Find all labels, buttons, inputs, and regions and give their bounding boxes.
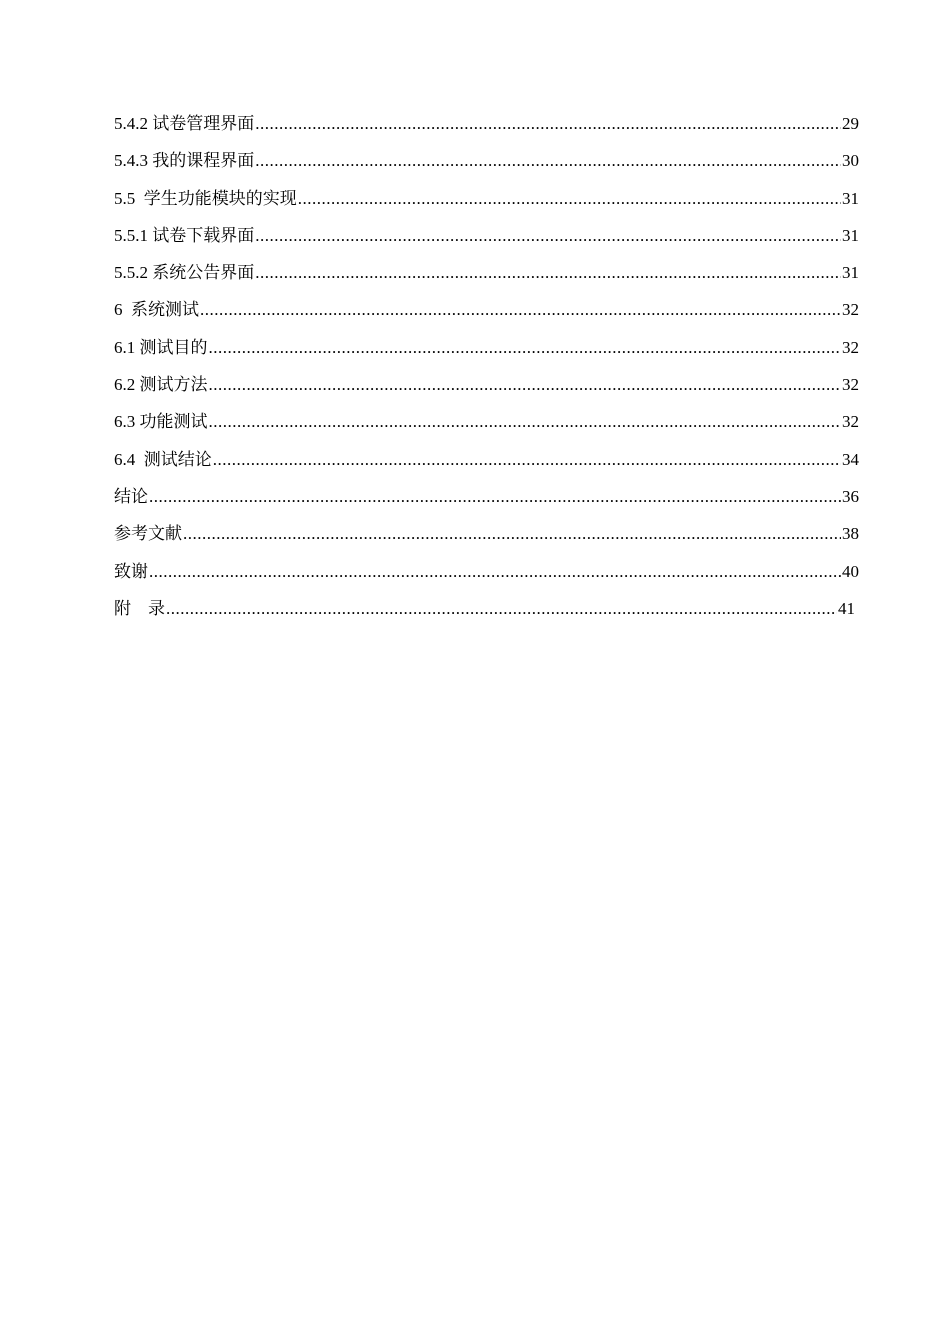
toc-entry-page: 38 xyxy=(842,524,859,544)
toc-dot-leader xyxy=(255,262,841,284)
toc-entry-title: 5.5.1 试卷下载界面 xyxy=(114,225,255,245)
toc-entry[interactable] xyxy=(114,299,859,336)
toc-entry-page: 30 xyxy=(842,151,859,171)
toc-entry[interactable] xyxy=(114,188,859,225)
toc-entry[interactable] xyxy=(114,486,859,523)
toc-dot-leader xyxy=(213,449,841,471)
toc-entry-page: 31 xyxy=(842,225,859,245)
toc-entry-page: 32 xyxy=(842,412,859,432)
toc-dot-leader xyxy=(255,225,841,247)
toc-entry-page: 34 xyxy=(842,449,859,469)
toc-entry-title: 5.5.2 系统公告界面 xyxy=(114,263,255,283)
toc-entry-page: 31 xyxy=(842,263,859,283)
toc-entry[interactable] xyxy=(114,411,859,448)
toc-dot-leader xyxy=(209,411,842,433)
toc-entry-page: 29 xyxy=(842,114,859,133)
toc-entry-title: 结论 xyxy=(114,486,148,506)
toc-dot-leader xyxy=(149,486,841,508)
toc-entry[interactable] xyxy=(114,598,855,635)
toc-entry-page: 32 xyxy=(842,375,859,395)
toc-dot-leader xyxy=(298,188,841,210)
toc-entry[interactable] xyxy=(114,523,859,560)
toc-entry-title: 5.4.2 试卷管理界面 xyxy=(114,114,255,133)
toc-entry-title: 附 录 xyxy=(114,598,165,618)
toc-dot-leader xyxy=(255,150,841,172)
toc-dot-leader xyxy=(200,299,841,321)
toc-entry-title: 致谢 xyxy=(114,561,148,581)
toc-dot-leader xyxy=(255,113,841,135)
table-of-contents xyxy=(114,113,859,635)
toc-entry-title: 5.5 学生功能模块的实现 xyxy=(114,188,297,208)
toc-entry[interactable] xyxy=(114,561,859,598)
toc-entry-title: 6.1 测试目的 xyxy=(114,337,208,357)
toc-entry[interactable] xyxy=(114,262,859,299)
toc-entry-page: 36 xyxy=(842,486,859,506)
toc-dot-leader xyxy=(209,374,842,396)
toc-entry-page: 32 xyxy=(842,337,859,357)
toc-entry-title: 6.3 功能测试 xyxy=(114,412,208,432)
toc-entry[interactable] xyxy=(114,113,859,150)
toc-dot-leader xyxy=(183,523,841,545)
toc-dot-leader xyxy=(166,598,837,620)
toc-entry-title: 6.2 测试方法 xyxy=(114,375,208,395)
toc-entry[interactable] xyxy=(114,337,859,374)
toc-entry-page: 31 xyxy=(842,188,859,208)
toc-dot-leader xyxy=(209,337,842,359)
toc-entry-page: 32 xyxy=(842,300,859,320)
toc-entry-title: 参考文献 xyxy=(114,524,182,544)
toc-entry-title: 5.4.3 我的课程界面 xyxy=(114,151,255,171)
toc-entry[interactable] xyxy=(114,374,859,411)
toc-entry-page: 40 xyxy=(842,561,859,581)
toc-entry-page: 41 xyxy=(838,598,855,618)
toc-entry[interactable] xyxy=(114,225,859,262)
toc-entry[interactable] xyxy=(114,150,859,187)
toc-entry[interactable] xyxy=(114,449,859,486)
toc-entry-title: 6 系统测试 xyxy=(114,300,199,320)
toc-dot-leader xyxy=(149,561,841,583)
toc-entry-title: 6.4 测试结论 xyxy=(114,449,212,469)
